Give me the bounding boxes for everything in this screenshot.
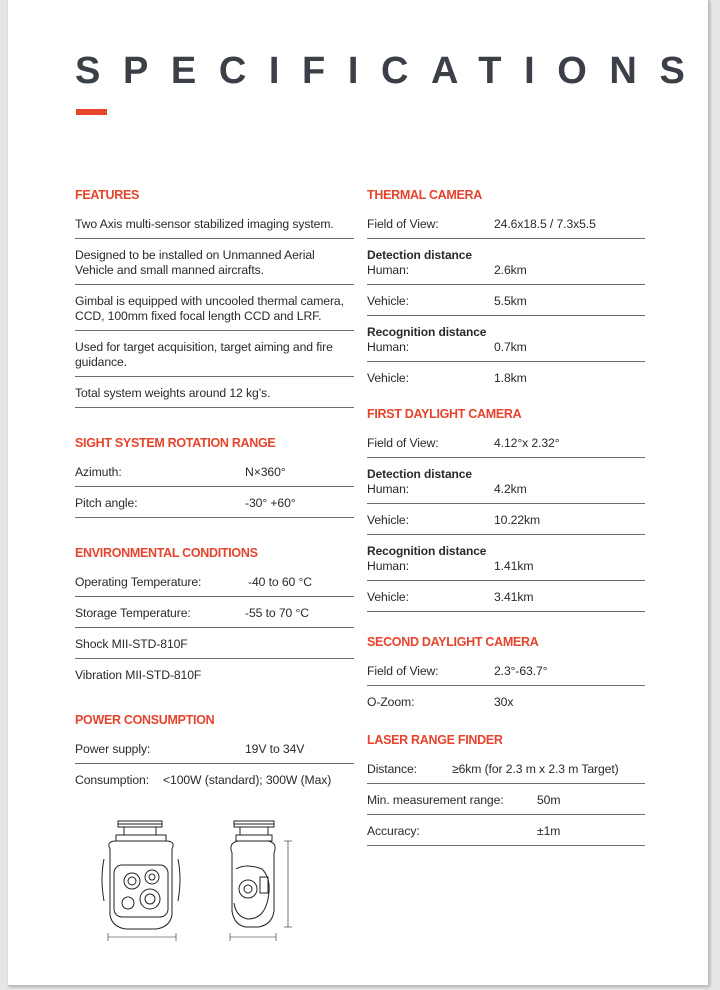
subheading: Recognition distance xyxy=(367,544,487,558)
page-title: SPECIFICATIONS xyxy=(75,50,708,92)
spec-value: 5.5km xyxy=(494,294,527,308)
spec-value: 0.7km xyxy=(494,340,527,354)
gimbal-front-view-drawing xyxy=(102,821,180,941)
spec-label: Human: xyxy=(367,340,410,354)
spec-value: 1.8km xyxy=(494,371,527,385)
spec-label: Pitch angle: xyxy=(75,496,138,510)
spec-row xyxy=(367,217,645,239)
subheading: Recognition distance xyxy=(367,325,487,339)
spec-row xyxy=(75,575,354,597)
spec-label: Azimuth: xyxy=(75,465,122,479)
spec-row xyxy=(367,544,645,581)
sight-heading: SIGHT SYSTEM ROTATION RANGE xyxy=(75,436,276,450)
spec-value: -30° +60° xyxy=(245,496,296,510)
spec-label: O-Zoom: xyxy=(367,695,415,709)
spec-label: Vehicle: xyxy=(367,371,409,385)
spec-value: N×360° xyxy=(245,465,286,479)
spec-row xyxy=(75,496,354,518)
spec-label: Vehicle: xyxy=(367,513,409,527)
spec-label: Field of View: xyxy=(367,217,439,231)
daylight1-heading: FIRST DAYLIGHT CAMERA xyxy=(367,407,522,421)
spec-row xyxy=(367,793,645,815)
spec-label: Min. measurement range: xyxy=(367,793,504,807)
spec-row xyxy=(367,513,645,535)
feature-item: Used for target acquisition, target aiming and fire guidance. xyxy=(75,340,354,377)
spec-row xyxy=(367,664,645,686)
spec-value: 10.22km xyxy=(494,513,541,527)
spec-value: 2.3°-63.7° xyxy=(494,664,548,678)
spec-row xyxy=(367,467,645,504)
spec-label: Accuracy: xyxy=(367,824,420,838)
spec-value: 3.41km xyxy=(494,590,534,604)
spec-value: 50m xyxy=(537,793,561,807)
subheading: Detection distance xyxy=(367,467,472,481)
spec-label: Field of View: xyxy=(367,436,439,450)
spec-label: Vehicle: xyxy=(367,294,409,308)
spec-value: 4.12°x 2.32° xyxy=(494,436,560,450)
spec-row xyxy=(75,773,354,794)
spec-label: Field of View: xyxy=(367,664,439,678)
spec-row xyxy=(367,294,645,316)
spec-value: 2.6km xyxy=(494,263,527,277)
spec-label: Consumption: xyxy=(75,773,149,787)
subheading: Detection distance xyxy=(367,248,472,262)
spec-label: Vibration MII-STD-810F xyxy=(75,668,202,682)
spec-row xyxy=(367,248,645,285)
spec-label: Human: xyxy=(367,482,410,496)
spec-row xyxy=(367,325,645,362)
spec-row xyxy=(75,637,354,659)
spec-row xyxy=(367,824,645,846)
spec-value: 19V to 34V xyxy=(245,742,305,756)
spec-value: -55 to 70 °C xyxy=(245,606,309,620)
spec-row xyxy=(367,590,645,612)
laser-heading: LASER RANGE FINDER xyxy=(367,733,503,747)
spec-value: 30x xyxy=(494,695,514,709)
daylight2-heading: SECOND DAYLIGHT CAMERA xyxy=(367,635,539,649)
spec-label: Human: xyxy=(367,559,410,573)
power-heading: POWER CONSUMPTION xyxy=(75,713,215,727)
feature-item: Designed to be installed on Unmanned Aerial Vehicle and small manned aircrafts. xyxy=(75,248,354,285)
spec-row xyxy=(75,606,354,628)
spec-row xyxy=(75,668,354,689)
spec-value: 1.41km xyxy=(494,559,534,573)
spec-label: Distance: xyxy=(367,762,417,776)
spec-value: 24.6x18.5 / 7.3x5.5 xyxy=(494,217,596,231)
spec-row xyxy=(367,695,645,716)
environment-heading: ENVIRONMENTAL CONDITIONS xyxy=(75,546,258,560)
spec-sheet-page xyxy=(8,0,709,986)
gimbal-technical-drawing xyxy=(96,819,336,945)
spec-row xyxy=(367,436,645,458)
left-column xyxy=(75,186,354,803)
spec-value: 4.2km xyxy=(494,482,527,496)
spec-value: ≥6km (for 2.3 m x 2.3 m Target) xyxy=(452,762,619,776)
features-heading: FEATURES xyxy=(75,188,140,202)
spec-value: ±1m xyxy=(537,824,561,838)
spec-row xyxy=(75,465,354,487)
spec-row xyxy=(367,371,645,392)
thermal-heading: THERMAL CAMERA xyxy=(367,188,483,202)
spec-value: -40 to 60 °C xyxy=(248,575,312,589)
spec-label: Storage Temperature: xyxy=(75,606,191,620)
spec-label: Power supply: xyxy=(75,742,151,756)
spec-value: <100W (standard); 300W (Max) xyxy=(163,773,332,787)
feature-item: Two Axis multi-sensor stabilized imaging system. xyxy=(75,217,354,239)
gimbal-side-view-drawing xyxy=(230,821,292,941)
spec-row xyxy=(367,762,645,784)
spec-label: Vehicle: xyxy=(367,590,409,604)
feature-item: Total system weights around 12 kg’s. xyxy=(75,386,354,408)
title-accent-bar xyxy=(76,109,107,115)
spec-row xyxy=(75,742,354,764)
right-column xyxy=(367,186,645,855)
feature-item: Gimbal is equipped with uncooled thermal camera, CCD, 100mm fixed focal length CCD and LRF. xyxy=(75,294,354,331)
spec-label: Shock MII-STD-810F xyxy=(75,637,188,651)
spec-label: Human: xyxy=(367,263,410,277)
spec-label: Operating Temperature: xyxy=(75,575,202,589)
